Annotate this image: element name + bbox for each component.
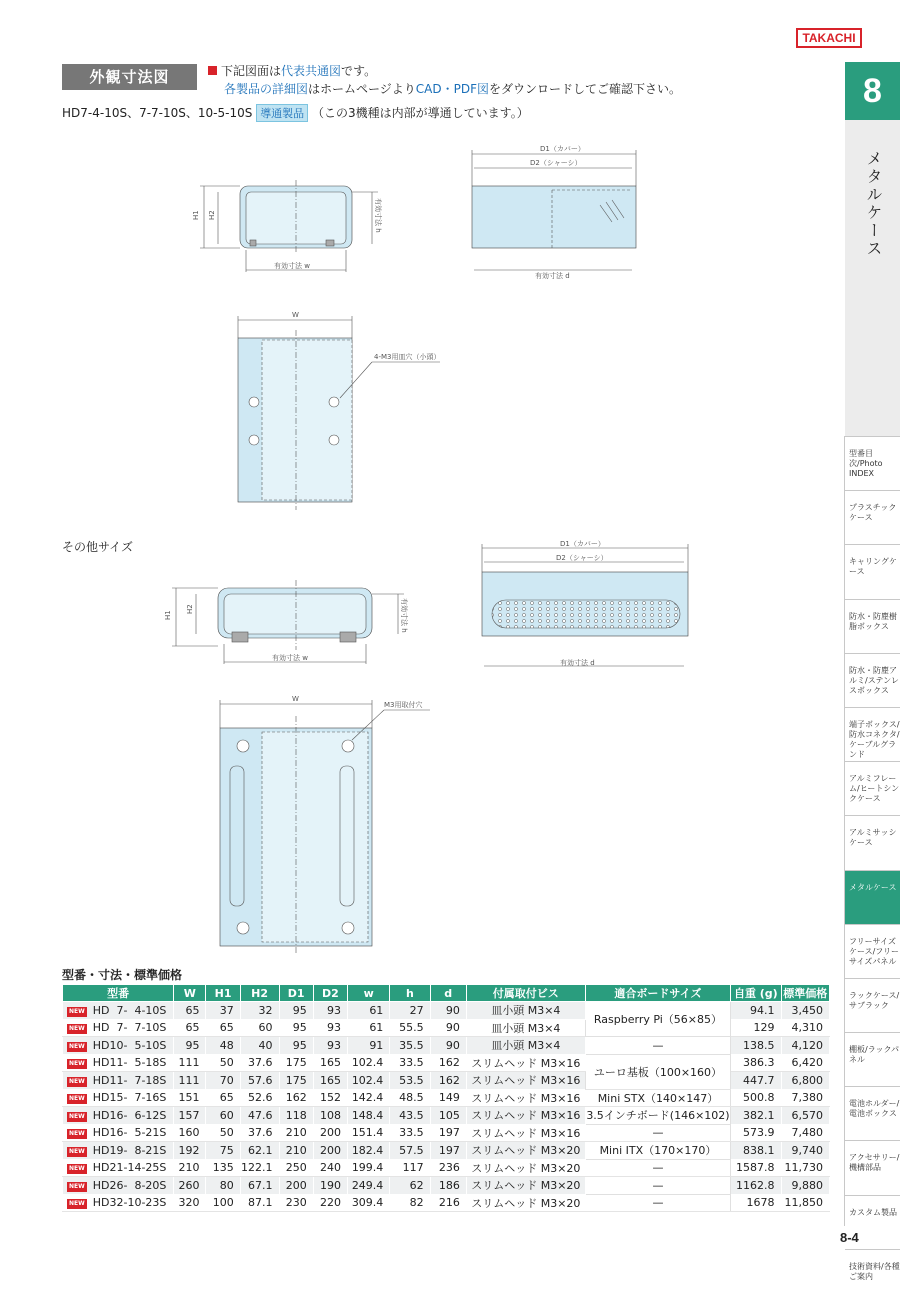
note2-text-d: をダウンロードしてご確認下さい。 [489, 82, 682, 96]
table-cell: 48 [206, 1037, 240, 1055]
board-size-cell: Mini STX（140×147） [585, 1089, 730, 1107]
table-cell: 236 [430, 1159, 466, 1177]
new-badge: NEW [69, 1112, 85, 1120]
column-header: 適合ボードサイズ [585, 985, 730, 1002]
table-cell: スリムヘッド M3×20 [466, 1177, 585, 1195]
label-h2-2: H2 [186, 604, 194, 614]
table-row [63, 1037, 830, 1055]
table-cell: 4,310 [781, 1019, 829, 1037]
note2-cad-pdf[interactable]: CAD・PDF図 [415, 82, 489, 96]
table-cell: 62 [390, 1177, 430, 1195]
table-cell: 838.1 [731, 1142, 781, 1160]
table-cell: 91 [348, 1037, 390, 1055]
table-cell: 152 [313, 1089, 347, 1107]
chapter-number: 8 [845, 62, 900, 120]
new-badge: NEW [69, 1025, 85, 1033]
table-cell: 320 [174, 1194, 206, 1212]
table-cell: 117 [390, 1159, 430, 1177]
table-cell: 57.6 [240, 1072, 279, 1090]
table-cell: 7,480 [781, 1124, 829, 1142]
table-cell: 186 [430, 1177, 466, 1195]
table-cell: 500.8 [731, 1089, 781, 1107]
sidebar-item-9[interactable]: フリーサイズケース/フリーサイズパネル [845, 924, 900, 978]
table-cell: 573.9 [731, 1124, 781, 1142]
top-view-small [238, 316, 440, 510]
sidebar-item-4[interactable]: 防水・防塵アルミ/ステンレスボックス [845, 653, 900, 707]
sidebar-item-0[interactable]: 型番目次/Photo INDEX [845, 436, 900, 490]
table-cell: 60 [206, 1107, 240, 1125]
table-cell: 309.4 [348, 1194, 390, 1212]
sidebar-item-11[interactable]: 棚板/ラックパネル [845, 1032, 900, 1086]
conductive-badge: 導通製品 [256, 104, 308, 122]
table-cell: 61 [348, 1002, 390, 1020]
table-cell: スリムヘッド M3×16 [466, 1107, 585, 1125]
board-size-cell: Raspberry Pi（56×85） [585, 1002, 730, 1037]
table-cell: 157 [174, 1107, 206, 1125]
sidebar-item-8[interactable]: メタルケース [845, 870, 900, 924]
table-cell: 47.6 [240, 1107, 279, 1125]
label-h1-2: H1 [164, 610, 172, 620]
table-cell: スリムヘッド M3×16 [466, 1072, 585, 1090]
label-eff-d-1: 有効寸法 d [535, 272, 570, 280]
new-badge: NEW [69, 1077, 85, 1085]
new-badge: NEW [69, 1165, 85, 1173]
table-cell: 70 [206, 1072, 240, 1090]
column-header: h [390, 985, 430, 1002]
column-header: H2 [240, 985, 279, 1002]
table-title: 型番・寸法・標準価格 [62, 968, 183, 982]
board-size-cell: — [585, 1177, 730, 1195]
table-cell: 93 [313, 1037, 347, 1055]
sidebar-item-5[interactable]: 端子ボックス/防水コネクタ/ケーブルグランド [845, 707, 900, 761]
new-badge: NEW [69, 1147, 85, 1155]
table-cell: 27 [390, 1002, 430, 1020]
table-cell: 200 [313, 1124, 347, 1142]
table-cell: 129 [731, 1019, 781, 1037]
label-d2-2: D2（シャーシ） [556, 554, 608, 562]
board-size-cell: — [585, 1194, 730, 1212]
table-header-row [63, 985, 830, 1002]
takachi-logo: TAKACHI [796, 28, 862, 48]
model-number: HD21-14-25S [92, 1161, 167, 1175]
board-size-cell: — [585, 1159, 730, 1177]
table-cell: 9,880 [781, 1177, 829, 1195]
note2-detail-text: 各製品の詳細図 [224, 82, 309, 96]
table-cell: 53.5 [390, 1072, 430, 1090]
table-row [63, 1159, 830, 1177]
table-cell: 447.7 [731, 1072, 781, 1090]
table-cell: 165 [313, 1072, 347, 1090]
label-eff-h-2: 有効寸法 h [400, 598, 408, 633]
table-cell: 94.1 [731, 1002, 781, 1020]
table-cell: 142.4 [348, 1089, 390, 1107]
new-badge: NEW [69, 1060, 85, 1068]
table-cell: 3,450 [781, 1002, 829, 1020]
table-cell: 165 [313, 1054, 347, 1072]
table-cell: 48.5 [390, 1089, 430, 1107]
note1-text-a: 下記図面は [221, 64, 282, 78]
column-header: d [430, 985, 466, 1002]
table-cell: 6,420 [781, 1054, 829, 1072]
table-cell: 230 [279, 1194, 313, 1212]
table-cell: 93 [313, 1002, 347, 1020]
table-cell: 62.1 [240, 1142, 279, 1160]
table-cell: 148.4 [348, 1107, 390, 1125]
table-cell: 220 [313, 1194, 347, 1212]
model-cell [63, 1177, 174, 1195]
model-number: HD 7- 7-10S [92, 1021, 167, 1035]
table-cell: 50 [206, 1124, 240, 1142]
new-badge: NEW [69, 1095, 85, 1103]
table-cell: 118 [279, 1107, 313, 1125]
note2-text-b: はホームページより [308, 82, 416, 96]
table-cell: 216 [430, 1194, 466, 1212]
table-cell: 108 [313, 1107, 347, 1125]
sidebar-item-13[interactable]: アクセサリー/機構部品 [845, 1140, 900, 1194]
label-eff-h-1: 有効寸法 h [374, 198, 382, 233]
board-size-cell: Mini ITX（170×170） [585, 1142, 730, 1160]
board-size-cell: 3.5インチボード(146×102) [585, 1107, 730, 1125]
table-cell: 57.5 [390, 1142, 430, 1160]
table-cell: 35.5 [390, 1037, 430, 1055]
table-cell: 90 [430, 1019, 466, 1037]
table-cell: 11,850 [781, 1194, 829, 1212]
table-cell: 65 [174, 1019, 206, 1037]
table-cell: 210 [279, 1124, 313, 1142]
label-hole-4: 4-M3用皿穴（小頭） [374, 353, 441, 361]
model-cell [63, 1037, 174, 1055]
model-number: HD11- 5-18S [92, 1056, 167, 1070]
label-eff-w-1: 有効寸法 w [274, 262, 310, 270]
label-d1-1: D1（カバー） [540, 145, 585, 153]
table-cell: 250 [279, 1159, 313, 1177]
new-badge: NEW [69, 1182, 85, 1190]
table-cell: 200 [279, 1177, 313, 1195]
table-cell: 151.4 [348, 1124, 390, 1142]
table-row [63, 1107, 830, 1125]
table-cell: 52.6 [240, 1089, 279, 1107]
sidebar-item-10[interactable]: ラックケース/サブラック [845, 978, 900, 1032]
table-cell: 皿小頭 M3×4 [466, 1002, 585, 1020]
table-cell: 90 [430, 1037, 466, 1055]
label-eff-w-2: 有効寸法 w [272, 654, 308, 662]
table-cell: 9,740 [781, 1142, 829, 1160]
model-cell [63, 1019, 174, 1037]
table-cell: 33.5 [390, 1054, 430, 1072]
table-cell: 138.5 [731, 1037, 781, 1055]
table-cell: 162 [430, 1054, 466, 1072]
table-row [63, 1089, 830, 1107]
table-cell: 210 [279, 1142, 313, 1160]
table-cell: スリムヘッド M3×16 [466, 1054, 585, 1072]
sidebar-item-1[interactable]: プラスチックケース [845, 490, 900, 544]
table-cell: 240 [313, 1159, 347, 1177]
table-cell: 55.5 [390, 1019, 430, 1037]
table-cell: 192 [174, 1142, 206, 1160]
sidebar-item-6[interactable]: アルミフレーム/ヒートシンクケース [845, 761, 900, 815]
label-h2: H2 [208, 210, 216, 220]
table-row [63, 1142, 830, 1160]
table-cell: 43.5 [390, 1107, 430, 1125]
table-cell: 210 [174, 1159, 206, 1177]
table-cell: 162 [430, 1072, 466, 1090]
column-header: 自重 (g) [731, 985, 781, 1002]
table-cell: 105 [430, 1107, 466, 1125]
table-cell: 7,380 [781, 1089, 829, 1107]
table-cell: 175 [279, 1054, 313, 1072]
table-cell: 65 [174, 1002, 206, 1020]
model-cell [63, 1194, 174, 1212]
table-cell: 60 [240, 1019, 279, 1037]
table-cell: 102.4 [348, 1072, 390, 1090]
page-number: 8-4 [840, 1230, 859, 1245]
spec-table [62, 984, 830, 1212]
label-w-2: W [292, 695, 299, 703]
table-cell: 50 [206, 1054, 240, 1072]
other-sizes-label: その他サイズ [62, 540, 134, 554]
table-cell: スリムヘッド M3×20 [466, 1159, 585, 1177]
model-cell [63, 1159, 174, 1177]
table-cell: 37 [206, 1002, 240, 1020]
table-cell: 111 [174, 1054, 206, 1072]
table-cell: 135 [206, 1159, 240, 1177]
table-cell: 80 [206, 1177, 240, 1195]
side-view-large [482, 544, 688, 666]
table-cell: 61 [348, 1019, 390, 1037]
table-cell: 1587.8 [731, 1159, 781, 1177]
sidebar-item-12[interactable]: 電池ホルダー/電池ボックス [845, 1086, 900, 1140]
table-cell: 87.1 [240, 1194, 279, 1212]
model-number: HD16- 6-12S [92, 1108, 167, 1122]
table-cell: 95 [279, 1037, 313, 1055]
table-row [63, 1054, 830, 1072]
new-badge: NEW [69, 1200, 85, 1208]
table-cell: 249.4 [348, 1177, 390, 1195]
board-size-cell: — [585, 1124, 730, 1142]
new-badge: NEW [69, 1042, 85, 1050]
label-hole-m3: M3用取付穴 [384, 701, 423, 709]
conductive-note: （この3機種は内部が導通しています。） [312, 106, 529, 120]
table-cell: 382.1 [731, 1107, 781, 1125]
column-header: D1 [279, 985, 313, 1002]
model-cell [63, 1142, 174, 1160]
table-cell: 197 [430, 1124, 466, 1142]
sidebar-item-3[interactable]: 防水・防塵樹脂ボックス [845, 599, 900, 653]
model-cell [63, 1124, 174, 1142]
table-cell: スリムヘッド M3×20 [466, 1142, 585, 1160]
table-row [63, 1124, 830, 1142]
table-row [63, 1194, 830, 1212]
sidebar-item-7[interactable]: アルミサッシケース [845, 815, 900, 869]
table-cell: 1678 [731, 1194, 781, 1212]
model-number: HD32-10-23S [92, 1196, 167, 1210]
table-cell: 199.4 [348, 1159, 390, 1177]
table-cell: 386.3 [731, 1054, 781, 1072]
new-badge: NEW [69, 1007, 85, 1015]
table-cell: 4,120 [781, 1037, 829, 1055]
front-view-small [200, 180, 378, 272]
sidebar-item-14[interactable]: カスタム製品 [845, 1195, 900, 1249]
column-header: 標準価格 [781, 985, 829, 1002]
section-title: 外観寸法図 [62, 64, 197, 90]
column-header: W [174, 985, 206, 1002]
table-cell: 65 [206, 1089, 240, 1107]
table-cell: 6,570 [781, 1107, 829, 1125]
model-number: HD11- 7-18S [92, 1073, 167, 1087]
sidebar-item-15[interactable]: 技術資料/各種ご案内 [845, 1249, 900, 1303]
table-cell: 190 [313, 1177, 347, 1195]
column-header: D2 [313, 985, 347, 1002]
model-cell [63, 1107, 174, 1125]
chapter-title: メタルケース [864, 150, 883, 258]
table-cell: 40 [240, 1037, 279, 1055]
table-cell: スリムヘッド M3×16 [466, 1124, 585, 1142]
model-cell [63, 1054, 174, 1072]
table-cell: 100 [206, 1194, 240, 1212]
board-size-cell: — [585, 1037, 730, 1055]
table-cell: 200 [313, 1142, 347, 1160]
side-view-small [472, 150, 636, 270]
table-row [63, 1177, 830, 1195]
table-cell: 160 [174, 1124, 206, 1142]
table-cell: 111 [174, 1072, 206, 1090]
model-cell [63, 1072, 174, 1090]
label-eff-d-2: 有効寸法 d [560, 659, 595, 667]
model-number: HD16- 5-21S [92, 1126, 167, 1140]
table-cell: 95 [174, 1037, 206, 1055]
table-cell: 67.1 [240, 1177, 279, 1195]
table-cell: 37.6 [240, 1124, 279, 1142]
table-row [63, 1002, 830, 1020]
table-cell: 6,800 [781, 1072, 829, 1090]
table-cell: 95 [279, 1019, 313, 1037]
table-cell: 皿小頭 M3×4 [466, 1019, 585, 1037]
table-cell: 82 [390, 1194, 430, 1212]
table-cell: 93 [313, 1019, 347, 1037]
table-cell: 102.4 [348, 1054, 390, 1072]
table-cell: スリムヘッド M3×20 [466, 1194, 585, 1212]
table-cell: スリムヘッド M3×16 [466, 1089, 585, 1107]
table-cell: 151 [174, 1089, 206, 1107]
model-number: HD15- 7-16S [92, 1091, 167, 1105]
note1-text-c: です。 [341, 64, 377, 78]
top-view-large [220, 700, 430, 954]
table-cell: 260 [174, 1177, 206, 1195]
model-number: HD19- 8-21S [92, 1143, 167, 1157]
sidebar-item-2[interactable]: キャリングケース [845, 544, 900, 598]
column-header: H1 [206, 985, 240, 1002]
table-cell: 90 [430, 1002, 466, 1020]
label-w-1: W [292, 311, 299, 319]
column-header: 型番 [63, 985, 174, 1002]
table-cell: 75 [206, 1142, 240, 1160]
board-size-cell: ユーロ基板（100×160） [585, 1054, 730, 1089]
model-cell [63, 1089, 174, 1107]
table-cell: 197 [430, 1142, 466, 1160]
model-cell [63, 1002, 174, 1020]
table-cell: 122.1 [240, 1159, 279, 1177]
front-view-large [172, 580, 404, 664]
table-cell: 32 [240, 1002, 279, 1020]
table-body [63, 1002, 830, 1212]
column-header: w [348, 985, 390, 1002]
table-cell: 149 [430, 1089, 466, 1107]
table-cell: 95 [279, 1002, 313, 1020]
table-cell: 37.6 [240, 1054, 279, 1072]
table-cell: 65 [206, 1019, 240, 1037]
label-h1: H1 [192, 210, 200, 220]
new-badge: NEW [69, 1130, 85, 1138]
table-cell: 182.4 [348, 1142, 390, 1160]
table-cell: 175 [279, 1072, 313, 1090]
table-cell: 162 [279, 1089, 313, 1107]
label-d1-2: D1（カバー） [560, 540, 605, 548]
table-cell: 皿小頭 M3×4 [466, 1037, 585, 1055]
table-cell: 1162.8 [731, 1177, 781, 1195]
model-number: HD 7- 4-10S [92, 1003, 167, 1017]
table-cell: 33.5 [390, 1124, 430, 1142]
model-number: HD10- 5-10S [92, 1038, 167, 1052]
table-cell: 11,730 [781, 1159, 829, 1177]
label-d2-1: D2（シャーシ） [530, 159, 582, 167]
conductive-models: HD7-4-10S、7-7-10S、10-5-10S [62, 106, 253, 120]
note1-link: 代表共通図 [281, 64, 342, 78]
model-number: HD26- 8-20S [92, 1178, 167, 1192]
column-header: 付属取付ビス [466, 985, 585, 1002]
